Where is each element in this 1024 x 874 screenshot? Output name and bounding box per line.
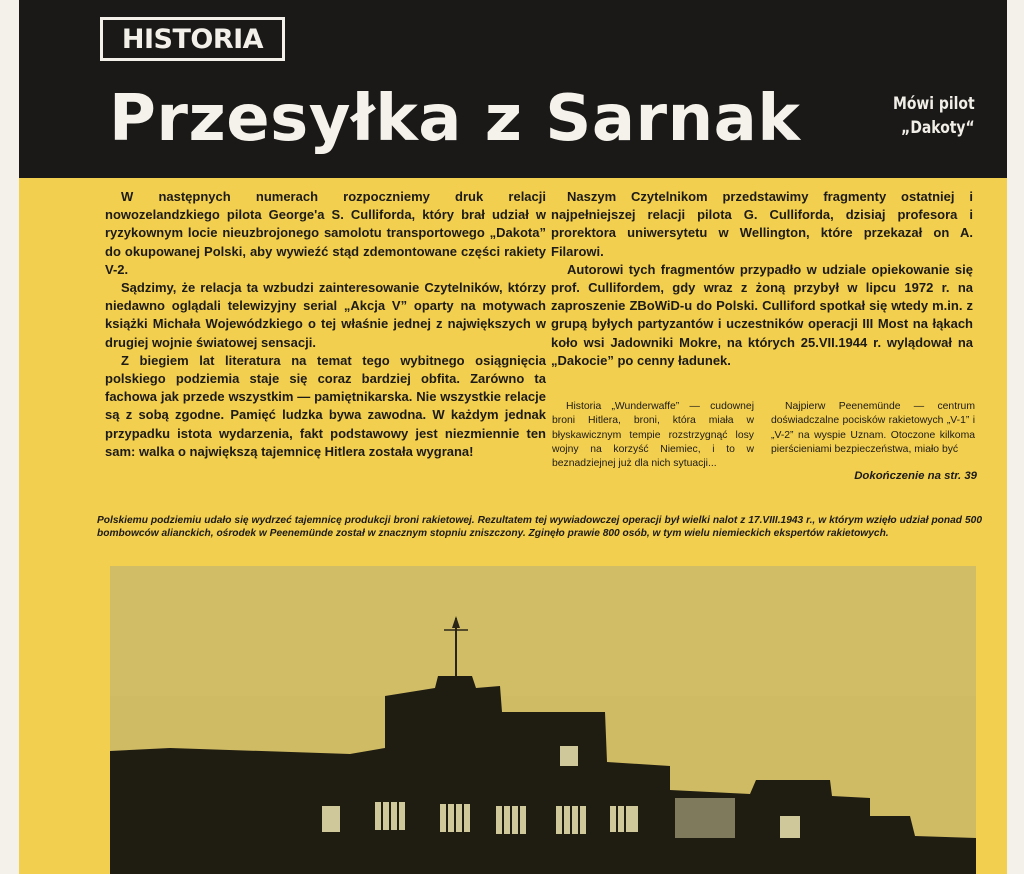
header-band bbox=[19, 0, 1007, 178]
paragraph: Z biegiem lat literatura na temat tego wybitnego osiągnięcia polskiego podziemia staje się coraz bardziej obfita. Zarówno ta fachowa jak przede wszystkim — pamiętnikarska. Nie wszystkie relacje są z sobą zgodne. Pamięć ludzka bywa zawodna. W każdym jednak przypadku istota wydarzenia, fakt podstawowy jest niezmiennie ten sam: walka o największą tajemnicę Hitlera została wygrana! bbox=[105, 352, 546, 459]
paragraph: Naszym Czytelnikom przedstawimy fragmenty ostatniej i najpełniejszej relacji pilota G. Culliforda, dzisiaj profesora i prorektora uniwersytetu w Wellington, które przekazał on A. Filarowi. bbox=[551, 189, 973, 259]
article-title: Przesyłka z Sarnak bbox=[109, 82, 801, 156]
section-tag: HISTORIA bbox=[100, 17, 285, 61]
article-column-2 bbox=[551, 188, 973, 370]
continued-note: Dokończenie na str. 39 bbox=[854, 470, 977, 482]
teaser-column-2: Najpierw Peenemünde — centrum doświadczalne pocisków rakietowych „V-1” i „V-2” na wyspie Uznam. Otoczone kilkoma pierścieniami bezpieczeństwa, miało być bbox=[771, 401, 975, 455]
article-subtitle bbox=[893, 92, 975, 140]
building-photo bbox=[110, 566, 976, 874]
photo-caption: Polskiemu podziemiu udało się wydrzeć tajemnicę produkcji broni rakietowej. Rezultatem tej wywiadowczej operacji był wielki nalot z 17.VIII.1943 r., w którym wzięło udział ponad 500 bombowców alianckich, ośrodek w Peenemünde został w znacznym stopniu zniszczony. Zginęło prawie 800 osób, w tym wielu niemieckich ekspertów rakietowych. bbox=[97, 515, 982, 539]
paragraph: W następnych numerach rozpoczniemy druk relacji nowozelandzkiego pilota George'a S. Culliforda, który brał udział w ryzykownym locie nieuzbrojonego samolotu transportowego „Dakota” do okupowanej Polski, aby wywieźć stąd zdemontowane części rakiety V-2. bbox=[105, 189, 546, 277]
magazine-page bbox=[19, 0, 1007, 874]
teaser-column-1: Historia „Wunderwaffe” — cudownej broni Hitlera, broni, która miała w błyskawicznym tempie rozstrzygnąć losy wojny na korzyść Niemiec, i to w beznadziejnej już dla nich sytuacji... bbox=[552, 401, 754, 470]
subtitle-line-2: „Dakoty“ bbox=[901, 118, 975, 138]
paragraph: Sądzimy, że relacja ta wzbudzi zainteresowanie Czytelników, którzy niedawno oglądali telewizyjny serial „Akcja V” oparty na motywach książki Michała Wojewódzkiego o tej właśnie jednej z największych w drugiej wojnie światowej sensacji. bbox=[105, 280, 546, 350]
paragraph: Autorowi tych fragmentów przypadło w udziale opiekowanie się prof. Cullifordem, gdy wraz z żoną przybył w lipcu 1972 r. na zaproszenie ZBoWiD-u do Polski. Culliford spotkał się wtedy m.in. z grupą byłych partyzantów i uczestników operacji III Most na łąkach koło wsi Jadowniki Mokre, na których 25.VII.1944 r. wylądował na „Dakocie” po cenny ładunek. bbox=[551, 261, 973, 368]
article-column-1 bbox=[105, 188, 546, 461]
building-silhouette bbox=[110, 566, 976, 874]
subtitle-line-1: Mówi pilot bbox=[893, 94, 975, 114]
